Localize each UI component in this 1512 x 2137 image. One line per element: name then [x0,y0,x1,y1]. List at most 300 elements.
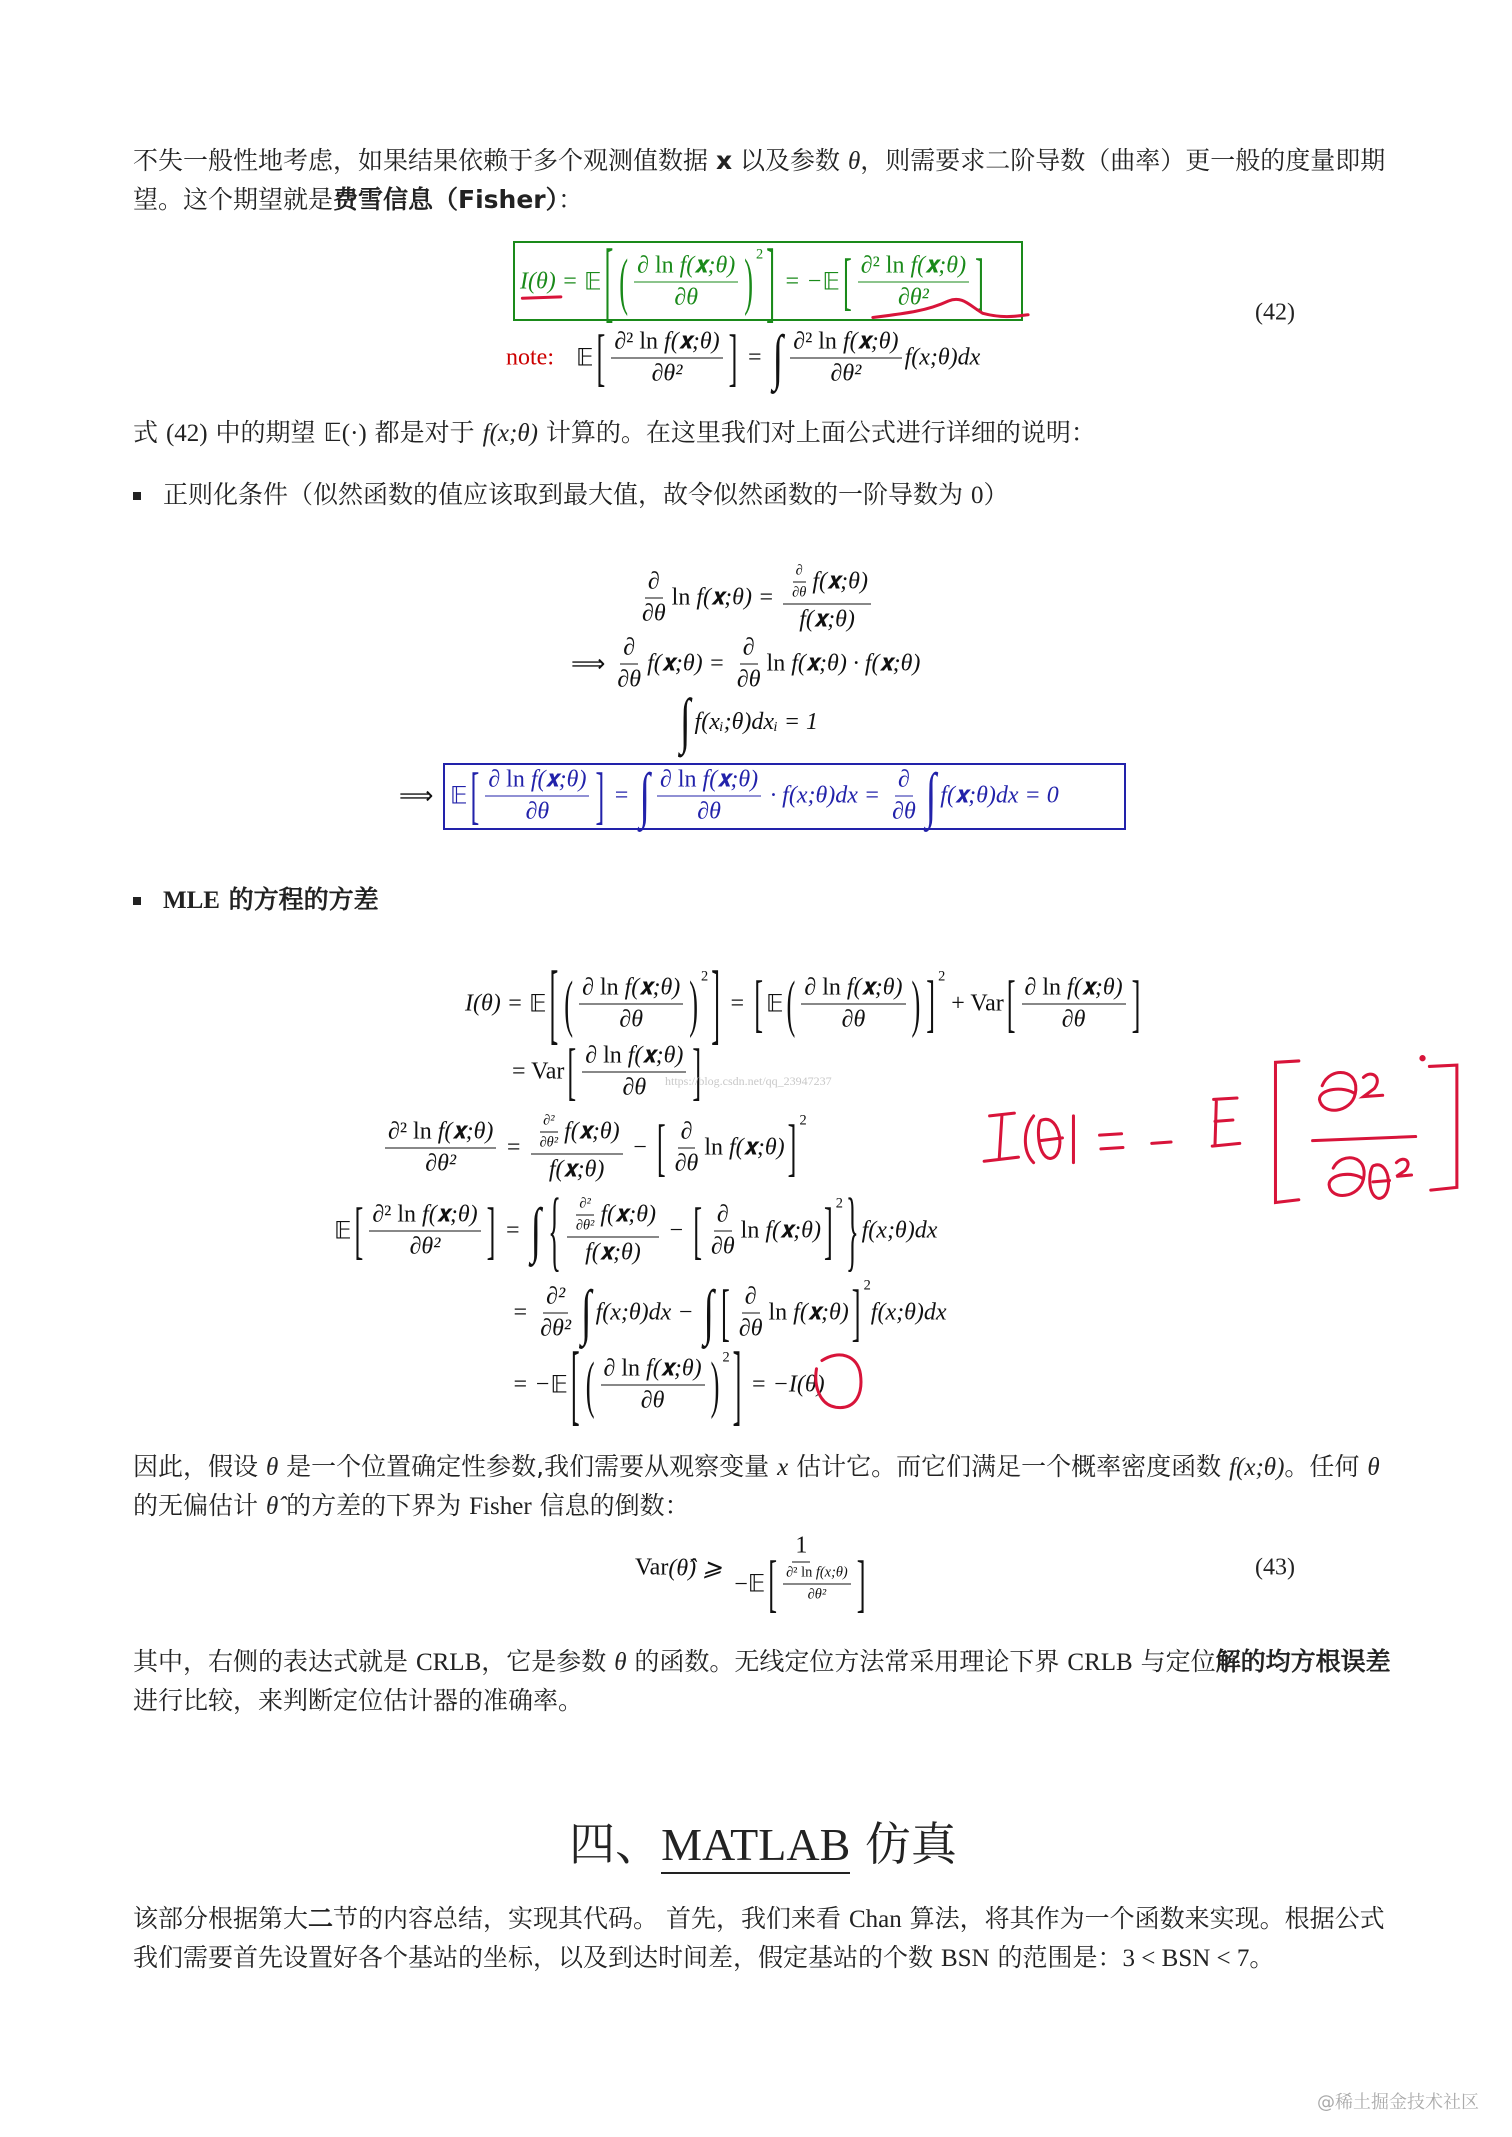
text-run: 进行比较，来判断定位估计器的准确率。 [133,1686,584,1715]
fraction-numerator [485,767,589,797]
fraction-numerator [790,329,901,359]
delimited-group [601,229,778,332]
math-roman: 𝔼 [450,783,468,810]
fraction-denominator [694,797,724,826]
math-text: ∂θ [619,1006,643,1033]
superscript: 2 [938,968,946,985]
bullet-regularity-condition [133,476,1008,515]
derivation-row-1 [636,563,874,634]
delimited-group [765,1546,868,1619]
math-text: = [498,1217,527,1244]
fraction [672,1119,702,1178]
fraction-numerator [601,1356,705,1386]
fraction-numerator [582,1043,686,1073]
math-text: I(θ) = [465,990,529,1017]
math-text: = [512,1299,535,1326]
expectation-paragraph [133,414,1395,453]
math-text: f(𝐱;θ) [564,1118,620,1145]
right-delimiter: ] [732,1332,742,1435]
fraction-denominator [649,359,686,388]
bullet-text [163,881,379,920]
fraction-numerator [645,569,663,599]
math-roman: ∂ ln [804,974,847,1001]
math-text: ∂θ [841,1006,866,1033]
math-text: f(𝐱;θ) [530,766,587,793]
fraction [789,563,809,602]
inline-roman: 3 < BSN < 7 [1122,1945,1250,1972]
math-roman: 𝔼 [822,269,840,296]
math-roman: ∂² ln [793,328,843,355]
math-text: ∂θ [642,600,666,627]
fraction-numerator [801,975,905,1005]
math-text: · f(x;θ)dx = [764,782,887,809]
right-delimiter: ] [728,320,738,393]
left-delimiter: [ [656,1110,666,1183]
right-delimiter: ] [486,1193,496,1266]
math-text: f(𝐱;θ) [422,1201,478,1228]
text-run: 因此，假设 [133,1452,266,1481]
fraction [537,1113,562,1152]
math-roman: ln [704,1134,730,1161]
right-delimiter: ] [823,1193,833,1266]
heading-matlab: MATLAB [661,1819,850,1874]
integral-sign: ∫ [772,324,784,392]
math-text: ∂θ [617,666,642,693]
implies-arrow: ⟹ [399,783,434,810]
inline-roman: BSN [940,1945,990,1972]
delimited-group [654,1110,807,1183]
fraction-numerator [567,1196,659,1238]
right-delimiter: ) [911,966,921,1039]
math-text: = −I(θ) [744,1371,825,1398]
fraction-numerator [895,767,913,797]
math-roman: ∂ ln [1024,974,1068,1001]
math-text: ∂ [716,1201,729,1228]
juejin-watermark: @稀土掘金技术社区 [1317,2092,1479,2113]
math-text: = [740,344,769,371]
fraction [614,635,644,694]
delimited-group [568,1332,745,1435]
math-roman: −𝔼 [734,1571,766,1598]
text-run: 正则化条件（似然函数的值应该取到最大值，故令似然函数的一阶导数为 [163,480,971,509]
math-text: I(θ) = [520,268,584,295]
math-text: ∂θ² [425,1150,457,1177]
text-run: 信息的倒数： [531,1491,690,1520]
bullet-marker [133,492,141,500]
superscript: 2 [756,246,764,263]
math-text: f(𝐱;θ) [729,1134,785,1161]
math-text: f(𝐱;θ) = [696,584,781,611]
fraction-denominator [639,599,669,628]
text-run: 。 [1249,1943,1275,1972]
fraction-denominator [796,605,858,634]
text-run: ： [558,185,584,214]
inline-math: f(x;θ) [482,420,538,447]
left-delimiter: [ [842,244,852,317]
left-delimiter: [ [596,320,606,393]
fraction [531,1113,623,1184]
math-roman: 𝔼 [550,1372,568,1399]
right-delimiter: ] [787,1110,797,1183]
delimited-group [751,966,946,1039]
left-delimiter: [ [1006,966,1016,1039]
right-delimiter: ] [1131,966,1141,1039]
heading-suffix: 仿真 [850,1817,957,1871]
superscript: 2 [863,1277,871,1294]
math-text: f(𝐱;θ) [679,252,736,279]
fraction-denominator [616,1005,646,1034]
math-text: f(x;θ)dx [861,1217,938,1244]
math-roman: ∂ ln [585,1042,628,1069]
math-text: ∂ [744,1283,757,1310]
math-text: f(𝐱;θ) [765,1217,821,1244]
math-text: ∂ [742,634,755,661]
math-text: ∂θ [736,666,761,693]
inline-math: θ̂ [265,1493,279,1520]
text-run: 。任何 [1284,1452,1368,1481]
fraction-numerator [742,1284,760,1314]
math-text: f(𝐱;θ) [627,1042,684,1069]
bullet-marker [133,897,141,905]
right-delimiter: ] [595,758,605,831]
right-delimiter: ] [975,244,984,317]
matlab-intro-paragraph [133,1900,1395,1978]
fraction-denominator [537,1314,574,1343]
crlb-equation [635,1532,875,1619]
math-text: ∂ [795,562,803,579]
text-run: 都是对于 [366,418,483,447]
math-text: f(𝐱;θ)dx = 0 [940,782,1059,809]
heading-prefix: 四、 [569,1817,662,1871]
fraction-numerator [620,635,638,665]
math-text: ∂θ [674,1150,699,1177]
delimited-group [840,244,987,317]
inline-roman: MLE [163,887,220,914]
math-roman: ∂² ln [372,1201,423,1228]
inline-roman: CRLB [415,1649,482,1676]
right-delimiter: ) [710,1347,720,1420]
math-text: f(𝐱;θ) [910,252,967,279]
math-roman: ln [740,1217,766,1244]
math-roman: 𝔼 [583,269,602,296]
fraction-denominator [827,359,864,388]
fraction-numerator [531,1113,623,1155]
text-run: 的方差的下界为 [278,1491,470,1520]
left-delimiter: [ [768,1546,778,1619]
math-text: f(𝐱;θ) [548,1156,605,1183]
inline-math: f(x;θ) [1229,1454,1285,1481]
delimited-group [561,966,709,1039]
left-delimiter: [ [567,1034,577,1107]
delimited-group [690,1193,843,1266]
text-run: ，它是参数 [481,1647,615,1676]
text-run: 的无偏估计 [133,1491,266,1520]
text-run: 估计它。而它们满足一个概率密度函数 [788,1452,1230,1481]
fraction-denominator [895,283,932,312]
math-text: f(𝐱;θ) [646,1355,702,1382]
math-text: ∂θ² [897,284,929,311]
right-delimiter: ] [856,1546,866,1619]
right-delimiter: ] [851,1275,861,1348]
integral-sign: ∫ [925,762,937,830]
math-text: ∂² [579,1195,591,1212]
math-roman: Var [635,1554,669,1581]
fraction-denominator [708,1232,738,1261]
fraction [783,563,871,634]
math-text: f(x;θ)dx [904,344,981,371]
text-run: 的函数。无线定位方法常采用理论下界 [626,1647,1068,1676]
fraction-denominator [422,1149,459,1178]
right-delimiter: ) [744,244,754,317]
fraction [582,1043,686,1102]
variance-row-4 [334,1178,938,1281]
left-delimiter: ( [564,966,574,1039]
left-delimiter: [ [354,1193,364,1266]
math-text: ∂θ² [830,360,862,387]
delimited-group [352,1193,499,1266]
variance-row-1 [465,951,1143,1054]
derivation-row-2 [571,635,920,694]
crlb-explanation-paragraph [133,1643,1395,1720]
note-expression [576,320,981,393]
math-roman: = Var [512,1058,565,1085]
math-text: f(𝐱;θ) [799,606,855,633]
math-text: f(xᵢ;θ)dxᵢ = 1 [694,708,819,735]
math-text: ∂θ [792,584,807,601]
derivation-row-3 [676,688,819,756]
right-delimiter: ) [689,966,699,1039]
fraction [801,975,905,1034]
math-text: ∂θ [1061,1006,1086,1033]
math-text: f(𝐱;θ) [1067,974,1123,1001]
right-delimiter: ] [766,229,776,332]
fraction-denominator [619,1073,649,1102]
math-text: ∂ [623,634,636,661]
bullet-text [163,476,1008,515]
math-text: ∂ [647,568,660,595]
fraction-numerator [576,1196,593,1216]
math-text: f(𝐱;θ) [846,974,903,1001]
fraction [573,1196,598,1235]
fraction [601,1356,705,1415]
math-text: ∂θ [622,1074,647,1101]
fraction-denominator [582,1238,644,1267]
superscript: 2 [835,1195,843,1212]
delimited-group [546,951,723,1054]
delimited-group [468,758,608,831]
inline-roman: 0 [970,482,984,509]
fisher-information-equation [520,229,987,332]
text-run: 该部分根据第大 [133,1904,309,1933]
math-text: = [607,782,636,809]
math-text: f(𝐱;θ) · f(𝐱;θ) [791,650,921,677]
equation-number-43: (43) [1255,1554,1295,1581]
right-delimiter: ] [692,1034,702,1107]
delimited-group [545,1178,861,1281]
right-delimiter: ] [926,966,936,1039]
left-delimiter: ( [786,966,796,1039]
math-text: f(𝐱;θ) [437,1118,494,1145]
math-roman: 𝔼 [576,345,594,372]
integral-sign: ∫ [703,1279,715,1347]
math-text: = − [778,268,823,295]
fraction [579,975,683,1034]
fraction-numerator [540,1113,557,1133]
left-delimiter: [ [754,966,764,1039]
delimited-group [784,966,924,1039]
fraction-numerator [1022,975,1126,1005]
intro-paragraph [133,142,1395,219]
note-label: note: [506,344,554,371]
fraction-numerator [579,975,683,1005]
math-roman: ln [766,650,792,677]
math-roman: ∂ ln [488,766,531,793]
inline-math: θ [614,1649,627,1676]
fraction-denominator [638,1386,668,1415]
inline-math: θ [1367,1454,1380,1481]
fraction-numerator [792,1533,810,1563]
variance-row-3 [382,1110,807,1184]
inline-math: θ [265,1454,279,1481]
math-text: ∂ [680,1118,693,1145]
text-run: 以及参数 [732,146,848,175]
equation-number-42: (42) [1255,299,1295,326]
variance-row-2 [512,1034,704,1107]
fraction [790,329,901,388]
math-roman: + Var [945,990,1004,1017]
fraction-denominator [1059,1005,1089,1034]
fraction-numerator [714,1202,732,1232]
inline-roman: 𝔼(·) [323,420,367,447]
fraction-numerator [793,563,806,583]
integral-sign: ∫ [639,762,650,830]
math-text: − [662,1217,691,1244]
integral-sign: ∫ [530,1197,542,1265]
math-roman: ∂² ln [860,252,911,279]
fraction [567,1196,659,1267]
math-roman: ∂² ln [388,1118,438,1145]
bold-text: x [715,146,733,175]
fraction-denominator [407,1232,444,1261]
math-text: = [723,990,752,1017]
fraction-denominator [789,583,809,602]
math-roman: ∂² ln [614,328,665,355]
fraction [639,569,669,628]
delimited-group [594,320,741,393]
math-text: ∂θ² [540,1315,572,1342]
math-text: f(𝐱;θ) [585,1239,641,1266]
left-delimiter: ( [585,1347,595,1420]
inline-roman: CRLB [1067,1649,1133,1676]
fraction [369,1202,480,1261]
fraction [634,253,738,312]
crlb-intro-paragraph [133,1448,1395,1526]
variance-row-6 [512,1332,825,1435]
math-roman: ln [768,1299,794,1326]
score-expectation-equation [450,758,1059,831]
math-text: f(𝐱;θ) [812,568,868,595]
math-text: ∂θ [525,798,550,825]
math-text: − [625,1134,654,1161]
csdn-watermark: https://blog.csdn.net/qq_23947237 [665,1074,832,1088]
fraction [708,1202,738,1261]
left-delimiter: [ [693,1193,702,1266]
section-heading [0,1808,1512,1874]
math-text: f(x;θ)dx − [595,1299,700,1326]
text-run: 中的期望 [207,418,324,447]
math-text: f(𝐱;θ) [600,1201,656,1228]
math-text: f(𝐱;θ) [842,328,899,355]
math-text: ∂θ [674,284,698,311]
math-text: ∂θ² [575,1217,595,1234]
fraction-denominator [614,665,644,694]
text-run: 的范围是： [989,1943,1123,1972]
bullet-mle-variance [133,881,379,920]
math-roman: ∂ ln [637,252,680,279]
fraction-denominator [573,1216,598,1235]
fraction [734,635,764,694]
math-roman: ln [671,584,697,611]
fraction [657,767,761,826]
math-text: f(x;θ) [815,1564,848,1581]
fraction-numerator [858,253,969,283]
text-run: ，则需要求二阶导数（曲率）更一般的度量即期望。这个期望就是 [133,146,1386,214]
inline-roman: Chan [848,1906,902,1933]
fraction-denominator [805,1585,830,1604]
handwritten-formula [984,1057,1457,1203]
right-delimiter: } [845,1178,859,1281]
left-delimiter: [ [721,1275,730,1348]
text-run: 式 [133,418,166,447]
delimited-group [583,1347,730,1420]
fraction-numerator [385,1119,496,1149]
math-roman: ∂ ln [582,974,625,1001]
math-roman: 1 [795,1532,808,1559]
left-delimiter: { [548,1178,561,1281]
fraction [1022,975,1126,1034]
left-delimiter: [ [470,758,480,831]
math-text: ∂θ [640,1387,665,1414]
text-run: ） [983,480,1009,509]
fraction [485,767,589,826]
fraction-numerator [740,635,758,665]
math-roman: ∂ ln [660,766,703,793]
math-text: f(x;θ)dx [870,1299,947,1326]
text-run: 不失一般性地考虑，如果结果依赖于多个观测值数据 [133,146,716,175]
bold-text: 解的均方根误差 [1215,1647,1391,1676]
math-text: ∂² [543,1112,555,1129]
math-text: ∂θ² [651,360,683,387]
math-text: ∂θ [738,1315,763,1342]
left-delimiter: [ [570,1332,580,1435]
left-delimiter: [ [604,229,614,332]
fraction [783,1565,851,1604]
math-text: f(𝐱;θ) [793,1299,849,1326]
left-delimiter: ( [619,244,629,317]
inline-roman: Fisher [469,1493,532,1520]
math-text: = [499,1134,528,1161]
delimited-group [616,244,764,317]
text-run: 与定位 [1132,1647,1216,1676]
math-text: f(𝐱;θ) = [647,650,731,677]
fraction [537,1284,574,1343]
superscript: 2 [722,1349,730,1366]
math-roman: 𝔼 [528,991,547,1018]
fraction [731,1532,871,1619]
math-text: ∂θ² [807,1586,827,1603]
fraction-numerator [678,1119,696,1149]
fraction-denominator [839,1005,869,1034]
